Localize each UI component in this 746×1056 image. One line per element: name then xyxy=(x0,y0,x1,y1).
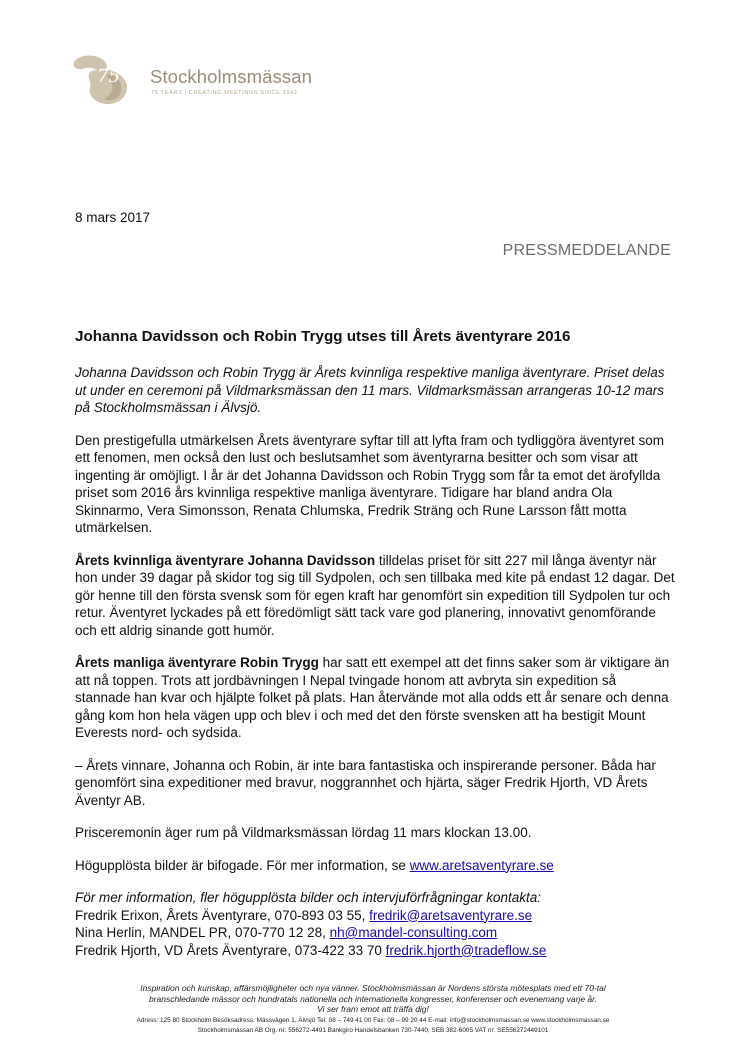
footer-tagline-2: branschledande mässor och hundratals nationella och internationella kongresser, konferenser och evenemang varje år. xyxy=(148,993,598,1004)
quote-paragraph: – Årets vinnare, Johanna och Robin, är inte bara fantastiska och inspirerande personer. Båda har genomfört sina expeditioner med bravur, noggrannhet och hjärta, säger Fredrik Hjorth, VD Årets Äventyr AB. xyxy=(75,757,656,808)
images-text: Högupplösta bilder är bifogade. För mer information, se xyxy=(75,857,410,873)
images-paragraph xyxy=(75,857,675,875)
contact-row xyxy=(75,924,675,942)
contact-row xyxy=(75,942,675,960)
contact-email-link[interactable]: nh@mandel-consulting.com xyxy=(329,925,498,940)
lead-paragraph: Johanna Davidsson och Robin Trygg är Årets kvinnliga respektive manliga äventyrare. Priset delas ut under en ceremoni på Vildmarksmässan den 11 mars. Vildmarksmässan arrangeras 10-12 mars på Stockholmsmässan i Älvsjö. xyxy=(75,365,665,415)
website-link[interactable]: www.aretsaventyrare.se xyxy=(409,857,554,873)
footer-address: Adress: 125 80 Stockholm Besöksadress: Mässvägen 1, Älvsjö Tel: 08 – 749 41 00 Fax: 08 – 99 20 44 E-mail: info@stockholmsmassan.se www.stockholmsmassan.se xyxy=(136,1016,610,1024)
footer-tagline-3: Vi ser fram emot att träffa dig! xyxy=(317,1004,429,1014)
paragraph-johanna-text: tilldelas priset för sitt 227 mil långa äventyr när hon under 39 dagar på skidor tog sig till Sydpolen, och sen tillbaka med kite på endast 12 dagar. Det gör henne till den första svensk som för egen kraft har genomfört sin expedition till Sydpolen tur och retur. Äventyret lyckades på ett föredömligt sätt tack vare god planering, innovativt genomförande och ett aldrig sinande gott humör. xyxy=(75,552,675,638)
headline: Johanna Davidsson och Robin Trygg utses till Årets äventyrare 2016 xyxy=(75,328,571,345)
body-text xyxy=(75,364,675,959)
paragraph-johanna-bold: Årets kvinnliga äventyrare Johanna Davidsson xyxy=(75,552,376,568)
logo-emblem-icon xyxy=(68,50,148,110)
contact-text: Fredrik Hjorth, VD Årets Äventyrare, 073-422 33 70 xyxy=(75,942,386,958)
company-logo xyxy=(68,50,358,110)
paragraph-robin-bold: Årets manliga äventyrare Robin Trygg xyxy=(75,655,319,670)
contacts-block xyxy=(75,889,675,959)
paragraph-johanna xyxy=(75,552,675,640)
contact-row xyxy=(75,907,675,925)
svg-text:75: 75 xyxy=(97,66,120,87)
contact-email-link[interactable]: fredrik.hjorth@tradeflow.se xyxy=(385,942,547,958)
ceremony-paragraph: Prisceremonin äger rum på Vildmarksmässan lördag 11 mars klockan 13.00. xyxy=(75,825,532,840)
footer-company-info: Stockholmsmässan AB Org. nr: 556272-4491 Bankgiro Handelsbanken 730-7440, SEB 382-6005 VAT nr: SE556272449101 xyxy=(197,1026,549,1034)
paragraph-robin-text: har satt ett exempel att det finns saker som är viktigare än att nå toppen. Trots att jordbävningen I Nepal tvingade honom att avbryta sin expedition så stannade han kvar och hjälpte folket på plats. Han återvände mot alla odds ett år senare och denna gång kom hon hela vägen upp och blev i och med det den förste svensken att ha bestigit Mount Everests nord- och sydsida. xyxy=(75,655,670,740)
contact-email-link[interactable]: fredrik@aretsaventyrare.se xyxy=(369,907,533,923)
logo-tagline: 75 YEARS | CREATING MEETINGS SINCE 1942 xyxy=(151,90,298,96)
contacts-intro: För mer information, fler högupplösta bilder och intervjuförfrågningar kontakta: xyxy=(75,890,541,905)
contact-text: Fredrik Erixon, Årets Äventyrare, 070-893 03 55, xyxy=(75,907,370,923)
contact-text: Nina Herlin, MANDEL PR, 070-770 12 28, xyxy=(75,925,330,940)
paragraph-intro: Den prestigefulla utmärkelsen Årets äventyrare syftar till att lyfta fram och tydliggöra äventyret som ett fenomen, men också den lust och beslutsamhet som äventyrarna besitter och som visar att ingenting är omöjligt. I år är det Johanna Davidsson och Robin Trygg som får ta emot det ärofyllda priset som 2016 års kvinnliga respektive manliga äventyrare. Tidigare har bland andra Ola Skinnarmo, Vera Simonsson, Renata Chlumska, Fredrik Sträng och Rune Larsson fått motta utmärkelsen. xyxy=(75,432,664,535)
logo-name: Stockholmsmässan xyxy=(150,66,312,87)
release-date: 8 mars 2017 xyxy=(75,210,151,225)
footer-tagline-1: Inspiration och kunskap, affärsmöjligheter och nya vänner. Stockholmsmässan är Nordens största mötesplats med ett 70-tal xyxy=(140,983,606,993)
page-footer xyxy=(30,983,716,1036)
document-type: PRESSMEDDELANDE xyxy=(502,242,671,259)
paragraph-robin xyxy=(75,654,675,742)
